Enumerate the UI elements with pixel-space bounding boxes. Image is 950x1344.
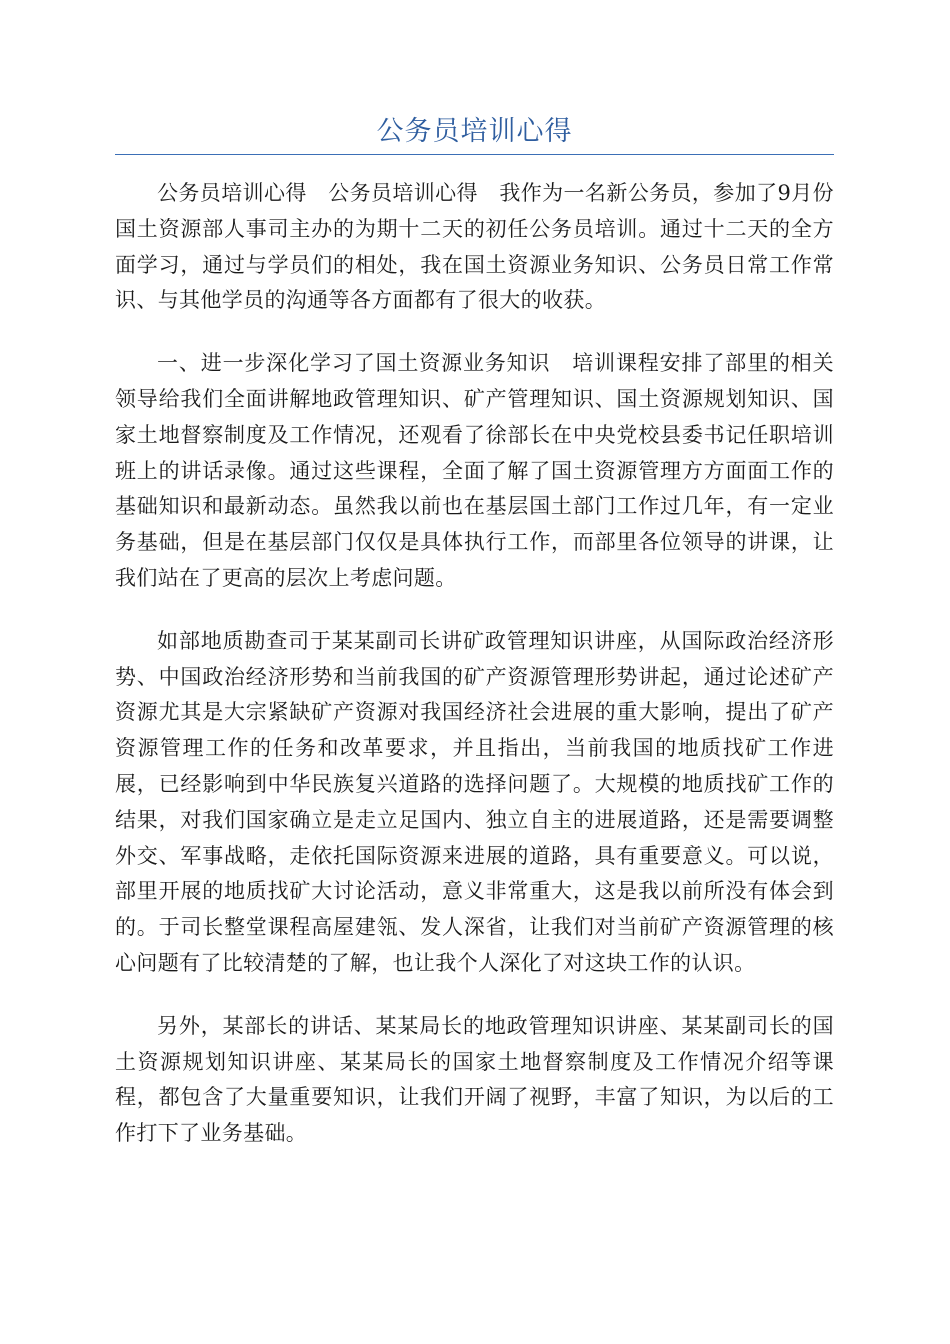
page-title: 公务员培训心得 xyxy=(376,116,573,147)
title-underline xyxy=(115,154,834,155)
document-body xyxy=(115,176,834,1179)
paragraph-intro: 公务员培训心得 公务员培训心得 我作为一名新公务员，参加了9月份国土资源部人事司主办的为期十二天的初任公务员培训。通过十二天的全方面学习，通过与学员们的相处，我在国土资源业务知识、公务员日常工作常识、与其他学员的沟通等各方面都有了很大的收获。 xyxy=(115,181,834,313)
paragraph-section-one: 一、进一步深化学习了国土资源业务知识 培训课程安排了部里的相关领导给我们全面讲解地政管理知识、矿产管理知识、国土资源规划知识、国家土地督察制度及工作情况，还观看了徐部长在中央党校县委书记任职培训班上的讲话录像。通过这些课程，全面了解了国土资源管理方方面面工作的基础知识和最新动态。虽然我以前也在基层国土部门工作过几年，有一定业务基础，但是在基层部门仅仅是具体执行工作，而部里各位领导的讲课，让我们站在了更高的层次上考虑问题。 xyxy=(115,351,834,590)
paragraph-other-lectures: 另外，某部长的讲话、某某局长的地政管理知识讲座、某某副司长的国土资源规划知识讲座、某某局长的国家土地督察制度及工作情况介绍等课程，都包含了大量重要知识，让我们开阔了视野，丰富了知识，为以后的工作打下了业务基础。 xyxy=(115,1013,834,1146)
paragraph-geology-lecture: 如部地质勘查司于某某副司长讲矿政管理知识讲座，从国际政治经济形势、中国政治经济形势和当前我国的矿产资源管理形势讲起，通过论述矿产资源尤其是大宗紧缺矿产资源对我国经济社会进展的重大影响，提出了矿产资源管理工作的任务和改革要求，并且指出，当前我国的地质找矿工作进展，已经影响到中华民族复兴道路的选择问题了。大规模的地质找矿工作的结果，对我们国家确立是走立足国内、独立自主的进展道路，还是需要调整外交、军事战略，走依托国际资源来进展的道路，具有重要意义。可以说，部里开展的地质找矿大讨论活动，意义非常重大，这是我以前所没有体会到的。于司长整堂课程高屋建瓴、发人深省，让我们对当前矿产资源管理的核心问题有了比较清楚的了解，也让我个人深化了对这块工作的认识。 xyxy=(115,628,834,975)
